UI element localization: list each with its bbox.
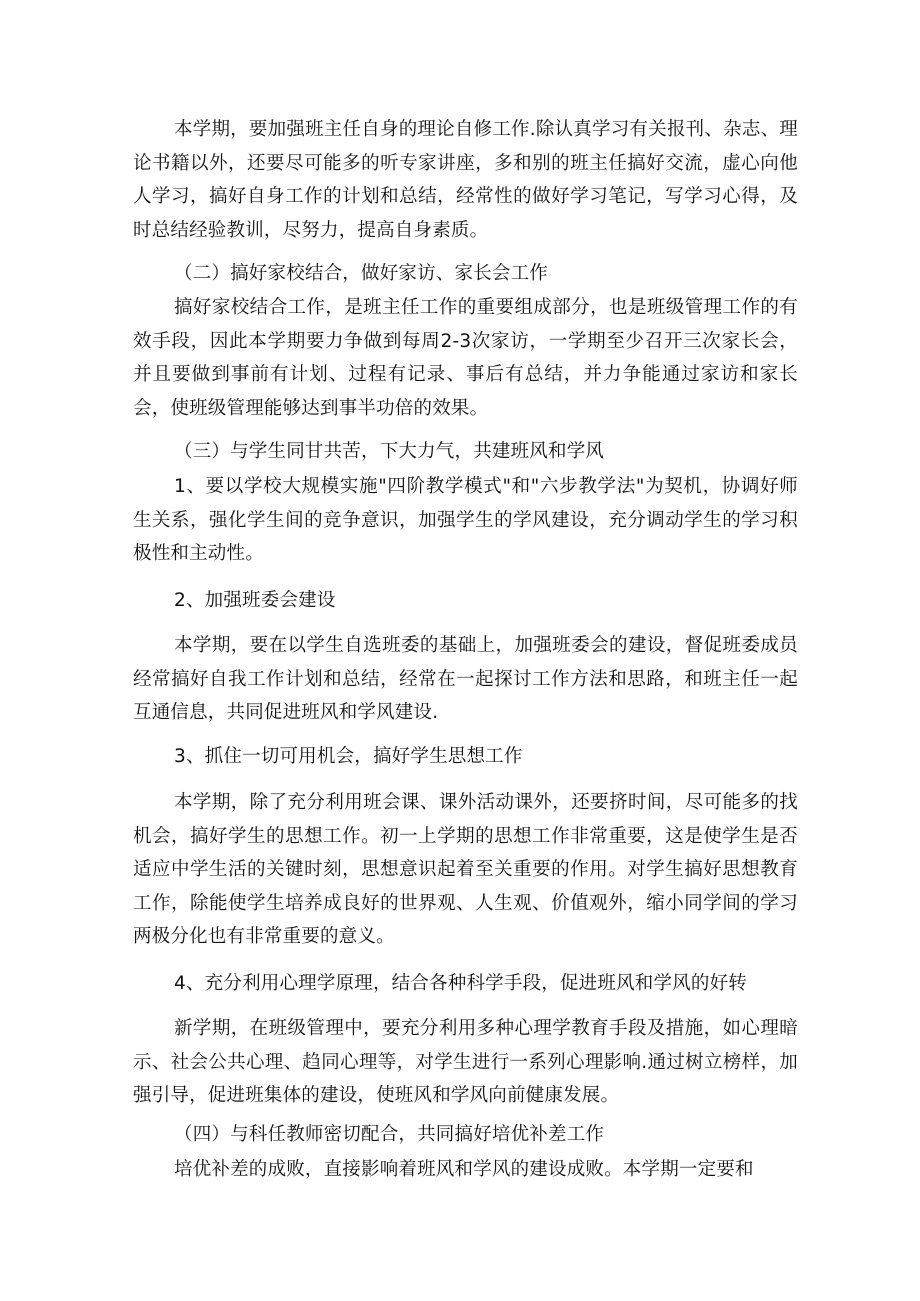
heading-class-style: （三）与学生同甘共苦，下大力气，共建班风和学风	[174, 441, 605, 462]
subheading-ideology-work: 3、抓住一切可用机会，搞好学生思想工作	[174, 746, 523, 767]
paragraph-tutoring: 培优补差的成败，直接影响着班风和学风的建设成败。本学期一定要和	[174, 1159, 754, 1180]
heading-home-school: （二）搞好家校结合，做好家访、家长会工作	[174, 263, 549, 284]
paragraph-teaching-model: 1、要以学校大规模实施"四阶教学模式"和"六步教学法"为契机，协调好师生关系，强化学生间的竞争意识，加强学生的学风建设，充分调动学生的学习积极性和主动性。	[133, 476, 798, 564]
paragraph-psychology: 新学期，在班级管理中，要充分利用多种心理学教育手段及措施，如心理暗示、社会公共心理、趋同心理等，对学生进行一系列心理影响.通过树立榜样，加强引导，促进班集体的建设，使班风和学风向前健康发展。	[133, 1018, 798, 1106]
heading-teacher-cooperation: （四）与科任教师密切配合，共同搞好培优补差工作	[174, 1124, 605, 1145]
paragraph-home-school: 搞好家校结合工作，是班主任工作的重要组成部分，也是班级管理工作的有效手段，因此本学期要力争做到每周2-3次家访，一学期至少召开三次家长会，并且要做到事前有计划、过程有记录、事后有总结，并力争能通过家访和家长会，使班级管理能够达到事半功倍的效果。	[133, 297, 798, 419]
paragraph-class-committee: 本学期，要在以学生自选班委的基础上，加强班委会的建设，督促班委成员经常搞好自我工作计划和总结，经常在一起探讨工作方法和思路，和班主任一起互通信息，共同促进班风和学风建设.	[133, 635, 798, 723]
paragraph-self-study: 本学期，要加强班主任自身的理论自修工作.除认真学习有关报刊、杂志、理论书籍以外，还要尽可能多的听专家讲座，多和别的班主任搞好交流，虚心向他人学习，搞好自身工作的计划和总结，经常性的做好学习笔记，写学习心得，及时总结经验教训，尽努力，提高自身素质。	[133, 119, 798, 241]
paragraph-ideology-work: 本学期，除了充分利用班会课、课外活动课外，还要挤时间，尽可能多的找机会，搞好学生的思想工作。初一上学期的思想工作非常重要，这是使学生是否适应中学生活的关键时刻，思想意识起着至关重要的作用。对学生搞好思想教育工作，除能使学生培养成良好的世界观、人生观、价值观外，缩小同学间的学习两极分化也有非常重要的意义。	[133, 792, 798, 947]
subheading-psychology: 4、充分利用心理学原理，结合各种科学手段，促进班风和学风的好转	[174, 973, 747, 994]
subheading-class-committee: 2、加强班委会建设	[174, 590, 336, 611]
